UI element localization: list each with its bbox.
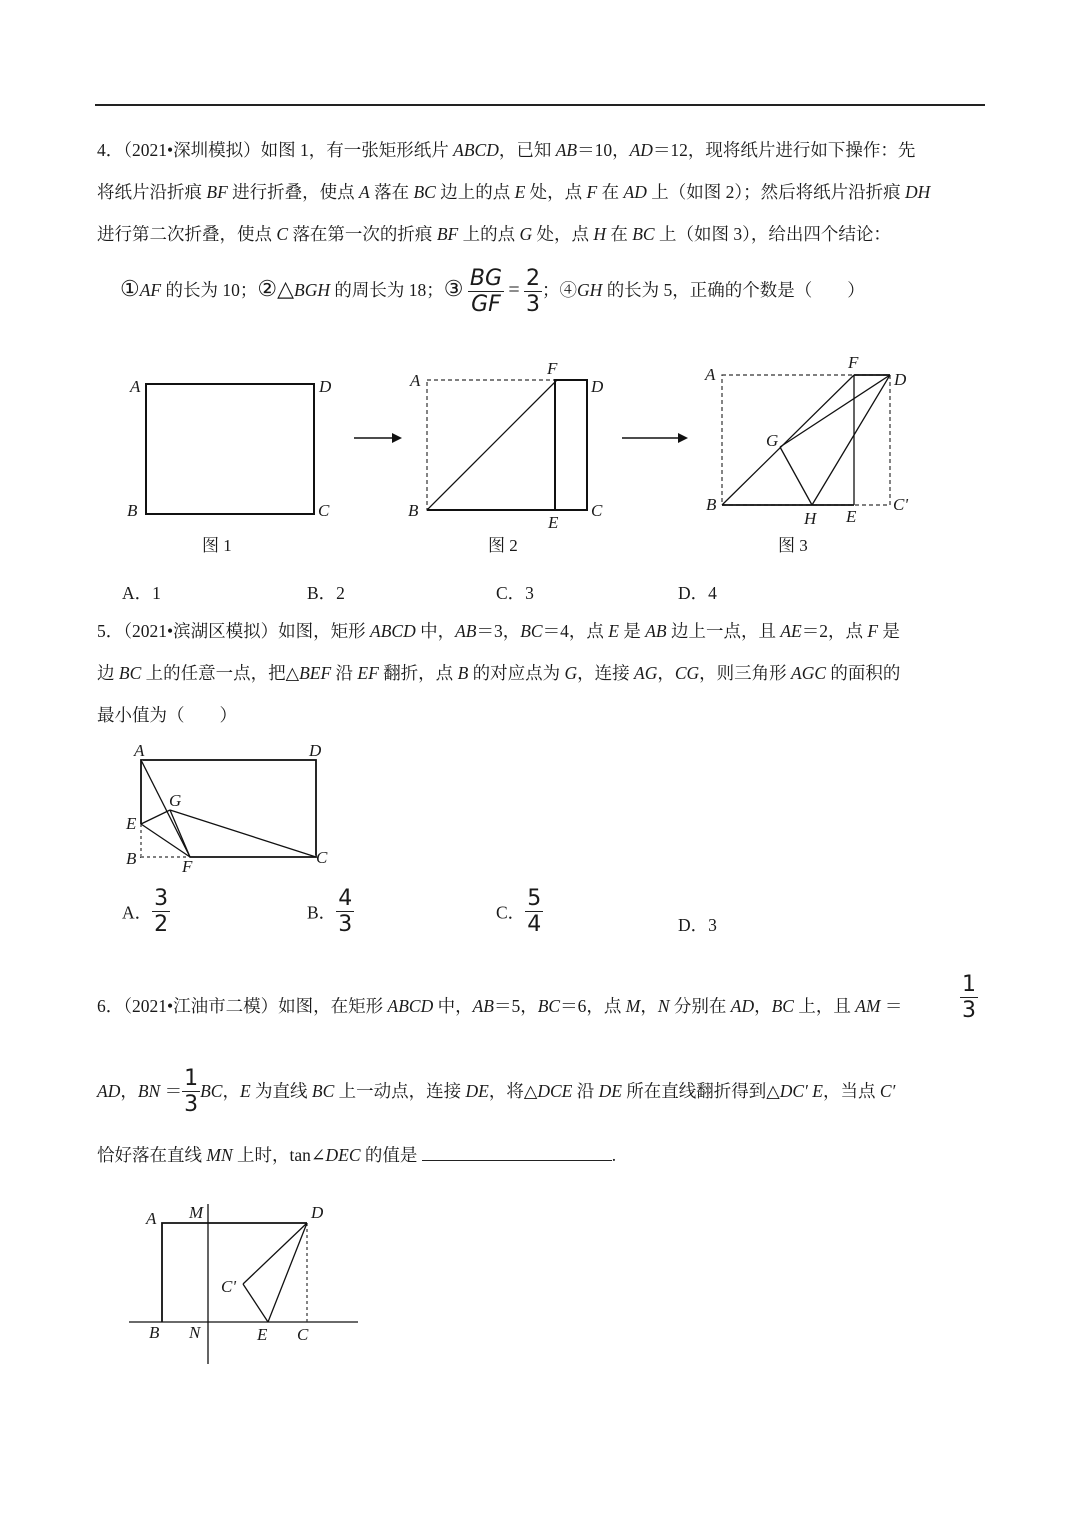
q5-label-d: D: [309, 741, 322, 760]
q5-option-d: D．3: [678, 915, 717, 935]
arrow-right-icon: [622, 433, 688, 443]
fig3-dashed-outline: [722, 375, 890, 505]
q6-fraction-1-3-b: $\frac{1}{3}$: [184, 1066, 199, 1118]
figure-1: [127, 377, 332, 555]
fig3-label-d: D: [894, 370, 907, 389]
q6-label-c-prime: C': [221, 1277, 236, 1296]
q6-label-n: N: [189, 1323, 201, 1342]
q5-label-b: B: [126, 849, 137, 868]
q6-fraction-1-3-a: 1 3: [962, 972, 976, 1024]
fig3-label-g: G: [766, 431, 779, 450]
q5-option-b: B． $\frac{4}{3}$: [307, 886, 353, 938]
figure-3: [704, 353, 908, 555]
fig2-label-b: B: [408, 501, 419, 520]
fig1-rectangle: [146, 384, 314, 514]
q6-figure: [125, 1198, 365, 1368]
q4-line1: 4．（2021•深圳模拟）如图 1，有一张矩形纸片 ABCD，已知 AB＝10，AD＝12，现将纸片进行如下操作：先: [97, 140, 916, 160]
fig3-label-a: A: [705, 365, 716, 384]
q6-label-m: M: [189, 1203, 204, 1222]
q4-figures: [100, 350, 960, 570]
q6-label-e: E: [257, 1325, 268, 1344]
q5-line1: 5．（2021•滨湖区模拟）如图，矩形 ABCD 中，AB＝3，BC＝4，点 E 是 AB 边上一点，且 AE＝2，点 F 是: [97, 621, 900, 641]
fig1-caption: 图 1: [202, 536, 232, 555]
q5-line2: 边 BC 上的任意一点，把△BEF 沿 EF 翻折，点 B 的对应点为 G，连接 AG，CG，则三角形 AGC 的面积的: [97, 663, 901, 683]
fig3-label-f: F: [848, 353, 859, 372]
fig2-crease-bf: [427, 380, 557, 510]
q5-label-c: C: [316, 848, 328, 867]
fig1-label-b: B: [127, 501, 138, 520]
q5-label-f: F: [182, 857, 193, 876]
q6-label-b: B: [149, 1323, 160, 1342]
fraction-2-3: $\frac{2}{3}$: [526, 266, 541, 318]
q4-option-b: B．2: [307, 583, 345, 603]
q4-line2: 将纸片沿折痕 BF 进行折叠，使点 A 落在 BC 边上的点 E 处，点 F 在 AD 上（如图 2）；然后将纸片沿折痕 DH: [97, 182, 931, 202]
q6-line2: AD，BN ＝ $\frac{1}{3}$ BC，E 为直线 BC 上一动点，连接 DE，将△DCE 沿 DE 所在直线翻折得到△DC′ E，当点 C′: [97, 1066, 896, 1118]
q5-line3: 最小值为（ ）: [97, 705, 237, 725]
fig1-label-a: A: [130, 377, 141, 396]
fig1-label-c: C: [318, 501, 330, 520]
fig2-label-c: C: [591, 501, 603, 520]
fig3-label-b: B: [706, 495, 717, 514]
figure-2: [408, 359, 604, 555]
q4-conclusions: ①AF 的长为 10；②△BGH 的周长为 18；③ $\frac{BG}{GF}$ = $\frac{2}{3}$ ；④GH 的长为 5，正确的个数是（ ）: [120, 266, 865, 318]
q5-label-e: E: [126, 814, 137, 833]
q5-label-g: G: [169, 791, 182, 810]
answer-blank[interactable]: [422, 1146, 612, 1161]
fig3-crease-dh: [812, 375, 890, 505]
q4-option-a: A．1: [122, 583, 161, 603]
q6-label-a: A: [146, 1209, 157, 1228]
arrow-right-icon: [354, 433, 402, 443]
q4-line3: 进行第二次折叠，使点 C 落在第一次的折痕 BF 上的点 G 处，点 H 在 BC 上（如图 3），给出四个结论：: [97, 224, 891, 244]
q6-label-d: D: [311, 1203, 324, 1222]
fraction-bg-gf: $\frac{BG}{GF}$: [469, 266, 502, 318]
q6-line1: 6．（2021•江油市二模）如图，在矩形 ABCD 中，AB＝5，BC＝6，点 M，N 分别在 AD，BC 上，且 AM ＝: [97, 996, 903, 1016]
fig2-label-a: A: [410, 371, 421, 390]
fig2-label-f: F: [547, 359, 558, 378]
fig3-caption: 图 3: [778, 536, 808, 555]
fig3-label-e: E: [846, 507, 857, 526]
fig2-label-e: E: [548, 513, 559, 532]
fig2-caption: 图 2: [488, 536, 518, 555]
fig2-label-d: D: [591, 377, 604, 396]
fig3-label-c: C': [893, 495, 908, 514]
header-rule: [95, 104, 985, 106]
q5-figure: [120, 738, 350, 878]
q5-option-a: A． $\frac{3}{2}$: [122, 886, 169, 938]
q4-option-c: C．3: [496, 583, 534, 603]
fig2-strip: [555, 380, 587, 510]
fig3-label-h: H: [804, 509, 817, 528]
q6-label-c: C: [297, 1325, 309, 1344]
q5-label-a: A: [134, 741, 145, 760]
q6-line3: 恰好落在直线 MN 上时，tan∠DEC 的值是 .: [97, 1145, 617, 1165]
fig1-label-d: D: [319, 377, 332, 396]
fig2-dashed-outline: [427, 380, 587, 510]
q4-option-d: D．4: [678, 583, 717, 603]
fig3-crease-bf: [722, 375, 854, 505]
q5-option-c: C． $\frac{5}{4}$: [496, 886, 542, 938]
